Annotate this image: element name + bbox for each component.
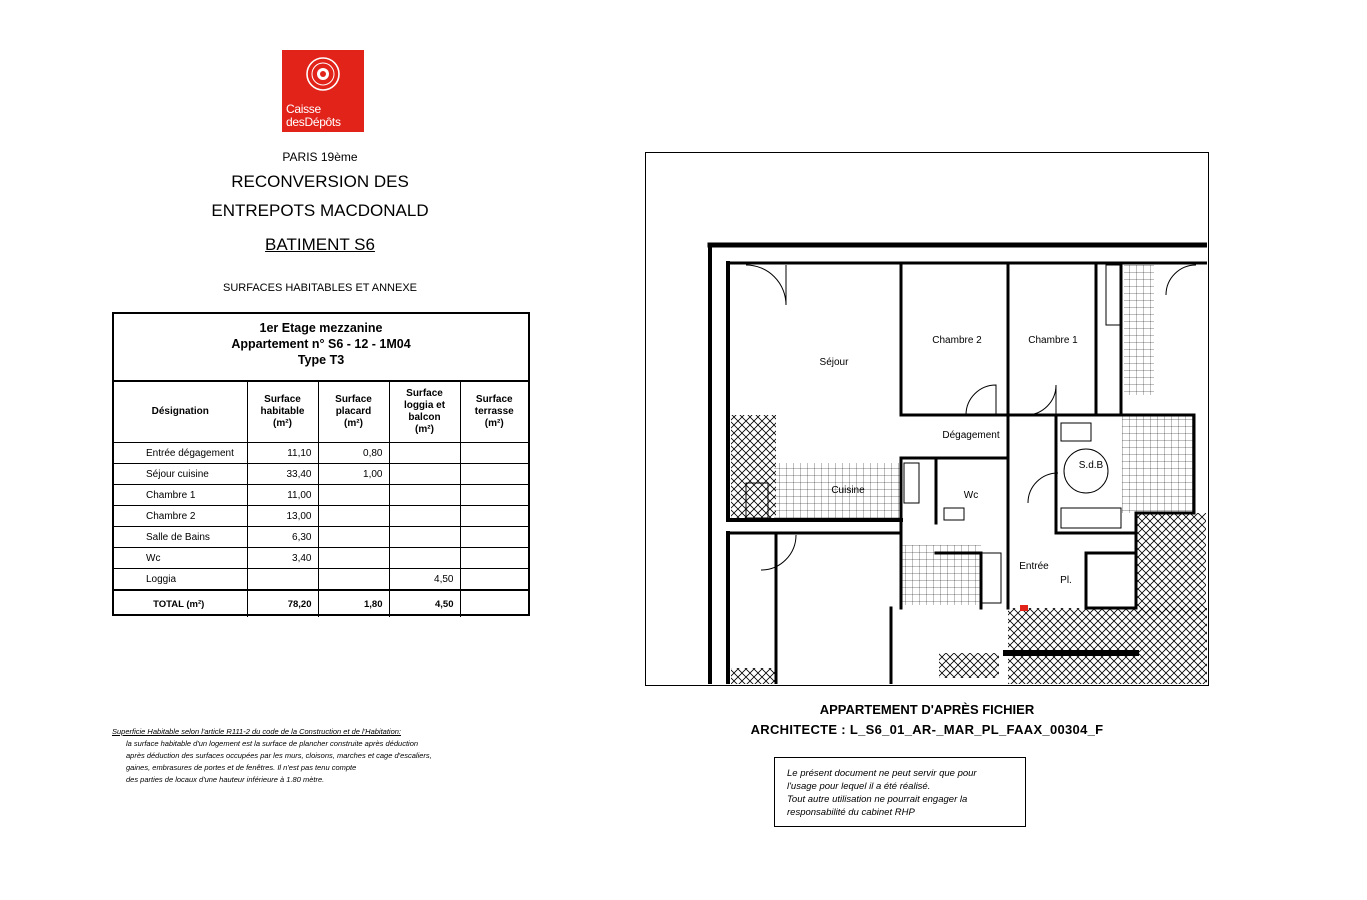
cell-habitable: 13,00 — [247, 506, 318, 527]
cell-terrasse — [460, 464, 528, 485]
col-header-loggia: Surface loggia et balcon (m²) — [389, 382, 460, 443]
project-title-line-1: RECONVERSION DES — [231, 172, 409, 191]
footnote-line: après déduction des surfaces occupées par les murs, cloisons, marches et cage d'escaliers, — [126, 751, 432, 760]
cell-terrasse — [460, 527, 528, 548]
table-row — [114, 569, 528, 591]
room-label-degagement: Dégagement — [942, 430, 1000, 441]
col-header-placard: Surface placard (m²) — [318, 382, 389, 443]
room-label-cuisine: Cuisine — [831, 485, 865, 496]
cell-designation: Loggia — [114, 569, 247, 591]
bathroom-tiles — [1122, 415, 1194, 513]
column-header-row — [114, 382, 528, 443]
col-header-terrasse: Surface terrasse (m²) — [460, 382, 528, 443]
cell-designation: Entrée dégagement — [114, 443, 247, 464]
cell-placard — [318, 569, 389, 591]
cell-terrasse — [460, 548, 528, 569]
notice-line: Le présent document ne peut servir que pour — [787, 768, 977, 779]
room-label-wc: Wc — [963, 490, 979, 501]
total-placard: 1,80 — [318, 590, 389, 617]
footnote-line: gaines, embrasures de portes et de fenêtres. Il n'est pas tenu compte — [126, 763, 357, 772]
total-label: TOTAL (m²) — [114, 590, 247, 617]
cell-terrasse — [460, 443, 528, 464]
cell-designation: Chambre 2 — [114, 506, 247, 527]
entrance-marker — [1020, 605, 1028, 611]
table-heading — [114, 314, 528, 382]
room-label-sejour: Séjour — [819, 357, 849, 368]
total-habitable: 78,20 — [247, 590, 318, 617]
total-row — [114, 590, 528, 617]
table-row — [114, 464, 528, 485]
cell-designation: Wc — [114, 548, 247, 569]
table-row — [114, 506, 528, 527]
footnote-line: la surface habitable d'un logement est la surface de plancher construite après déduction — [126, 739, 419, 748]
plan-caption: APPARTEMENT D'APRÈS FICHIER — [819, 702, 1035, 717]
hatched-area-bottom — [731, 668, 776, 684]
cell-placard — [318, 527, 389, 548]
cell-placard — [318, 548, 389, 569]
floor-plan — [645, 152, 1209, 686]
cell-placard: 1,00 — [318, 464, 389, 485]
room-label-chambre-2: Chambre 2 — [932, 335, 982, 346]
cell-habitable — [247, 569, 318, 591]
logo-line-2: desDépôts — [286, 115, 341, 129]
table-row — [114, 548, 528, 569]
cell-habitable: 11,00 — [247, 485, 318, 506]
footnote-heading: Superficie Habitable selon l'article R111-2 du code de la Construction et de l'Habitation: — [112, 727, 402, 736]
cell-loggia — [389, 506, 460, 527]
cell-habitable: 33,40 — [247, 464, 318, 485]
room-label-sdb: S.d.B — [1078, 460, 1104, 471]
cell-placard — [318, 485, 389, 506]
footnote-line: des parties de locaux d'une hauteur inférieure à 1.80 mètre. — [126, 775, 325, 784]
cell-loggia — [389, 443, 460, 464]
cell-placard: 0,80 — [318, 443, 389, 464]
city-label: PARIS 19ème — [282, 150, 358, 164]
cell-designation: Salle de Bains — [114, 527, 247, 548]
seal-icon — [305, 56, 341, 92]
table-row — [114, 443, 528, 464]
cell-placard — [318, 506, 389, 527]
hatched-area — [731, 415, 776, 520]
surfaces-table — [112, 312, 530, 616]
notice-line: Tout autre utilisation ne pourrait engager la — [787, 794, 968, 805]
room-label-chambre-1: Chambre 1 — [1028, 335, 1078, 346]
cell-designation: Chambre 1 — [114, 485, 247, 506]
cell-loggia: 4,50 — [389, 569, 460, 591]
tiled-strip — [1124, 265, 1154, 395]
apartment-label: Appartement n° S6 - 12 - 1M04 — [231, 337, 411, 351]
cell-terrasse — [460, 485, 528, 506]
hatched-box — [939, 653, 999, 678]
loggia-hatch — [1008, 608, 1207, 684]
cell-habitable: 3,40 — [247, 548, 318, 569]
col-header-habitable: Surface habitable (m²) — [247, 382, 318, 443]
loggia-hatch-upper — [1136, 513, 1206, 613]
section-subtitle: SURFACES HABITABLES ET ANNEXE — [223, 282, 417, 294]
legal-footnote — [112, 726, 512, 786]
room-label-entree: Entrée — [1019, 561, 1049, 572]
surface-grid — [114, 382, 528, 617]
cell-terrasse — [460, 506, 528, 527]
col-header-designation: Désignation — [114, 382, 247, 443]
total-loggia: 4,50 — [389, 590, 460, 617]
cell-loggia — [389, 464, 460, 485]
floor-label: 1er Etage mezzanine — [259, 321, 383, 335]
plan-architect-reference: ARCHITECTE : L_S6_01_AR-_MAR_PL_FAAX_00304_F — [750, 722, 1104, 737]
usage-notice — [774, 757, 1026, 827]
cell-terrasse — [460, 569, 528, 591]
building-title: BATIMENT S6 — [265, 235, 375, 254]
notice-line: responsabilité du cabinet RHP — [787, 807, 915, 818]
cell-designation: Séjour cuisine — [114, 464, 247, 485]
cell-loggia — [389, 548, 460, 569]
floor-plan-drawing — [646, 153, 1207, 684]
project-title-line-2: ENTREPOTS MACDONALD — [211, 201, 429, 220]
caisse-des-depots-logo — [282, 50, 364, 132]
notice-line: l'usage pour lequel il a été réalisé. — [787, 781, 931, 792]
cell-habitable: 11,10 — [247, 443, 318, 464]
total-terrasse — [460, 590, 528, 617]
table-row — [114, 527, 528, 548]
cell-loggia — [389, 527, 460, 548]
logo-line-1: Caisse — [286, 102, 321, 116]
type-label: Type T3 — [297, 353, 345, 367]
table-row — [114, 485, 528, 506]
cell-loggia — [389, 485, 460, 506]
cell-habitable: 6,30 — [247, 527, 318, 548]
room-label-placard: Pl. — [1060, 575, 1072, 586]
